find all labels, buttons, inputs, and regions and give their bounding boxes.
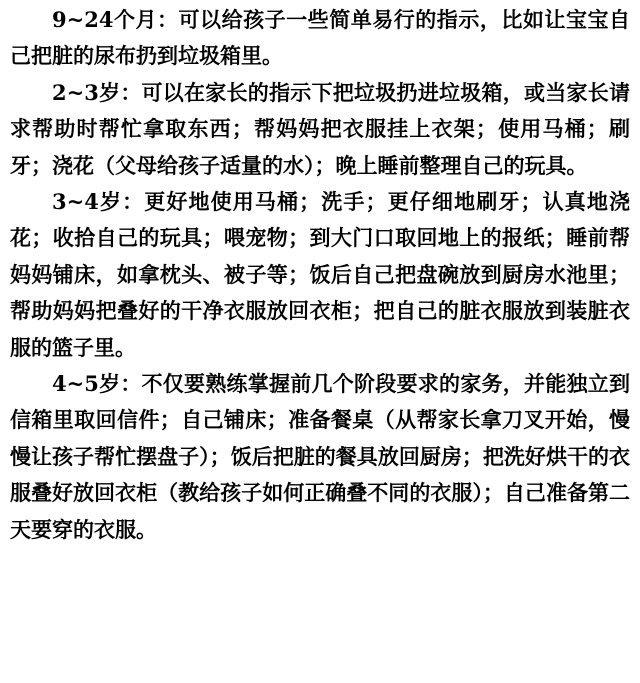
paragraph-4-5-years: 4~5岁：不仅要熟练掌握前几个阶段要求的家务，并能独立到信箱里取回信件；自己铺床；准备餐桌（从帮家长拿刀叉开始，慢慢让孩子帮忙摆盘子）；饭后把脏的餐具放回厨房；把洗好烘干的衣服叠好放回衣柜（教给孩子如何正确叠不同的衣服）；自己准备第二天要穿的衣服。: [10, 371, 630, 542]
paragraph-3-4-years: 3~4岁：更好地使用马桶；洗手；更仔细地刷牙；认真地浇花；收拾自己的玩具；喂宠物；到大门口取回地上的报纸；睡前帮妈妈铺床，如拿枕头、被子等；饭后自己把盘碗放到厨房水池里；帮助妈妈把叠好的干净衣服放回衣柜；把自己的脏衣服放到装脏衣服的篮子里。: [10, 189, 630, 360]
paragraph-9-24-months: 9~24个月：可以给孩子一些简单易行的指示，比如让宝宝自己把脏的尿布扔到垃圾箱里。: [10, 7, 630, 69]
paragraph-2-3-years: 2~3岁：可以在家长的指示下把垃圾扔进垃圾箱，或当家长请求帮助时帮忙拿取东西；帮妈妈把衣服挂上衣架；使用马桶；刷牙；浇花（父母给孩子适量的水）；晚上睡前整理自己的玩具。: [10, 79, 630, 178]
